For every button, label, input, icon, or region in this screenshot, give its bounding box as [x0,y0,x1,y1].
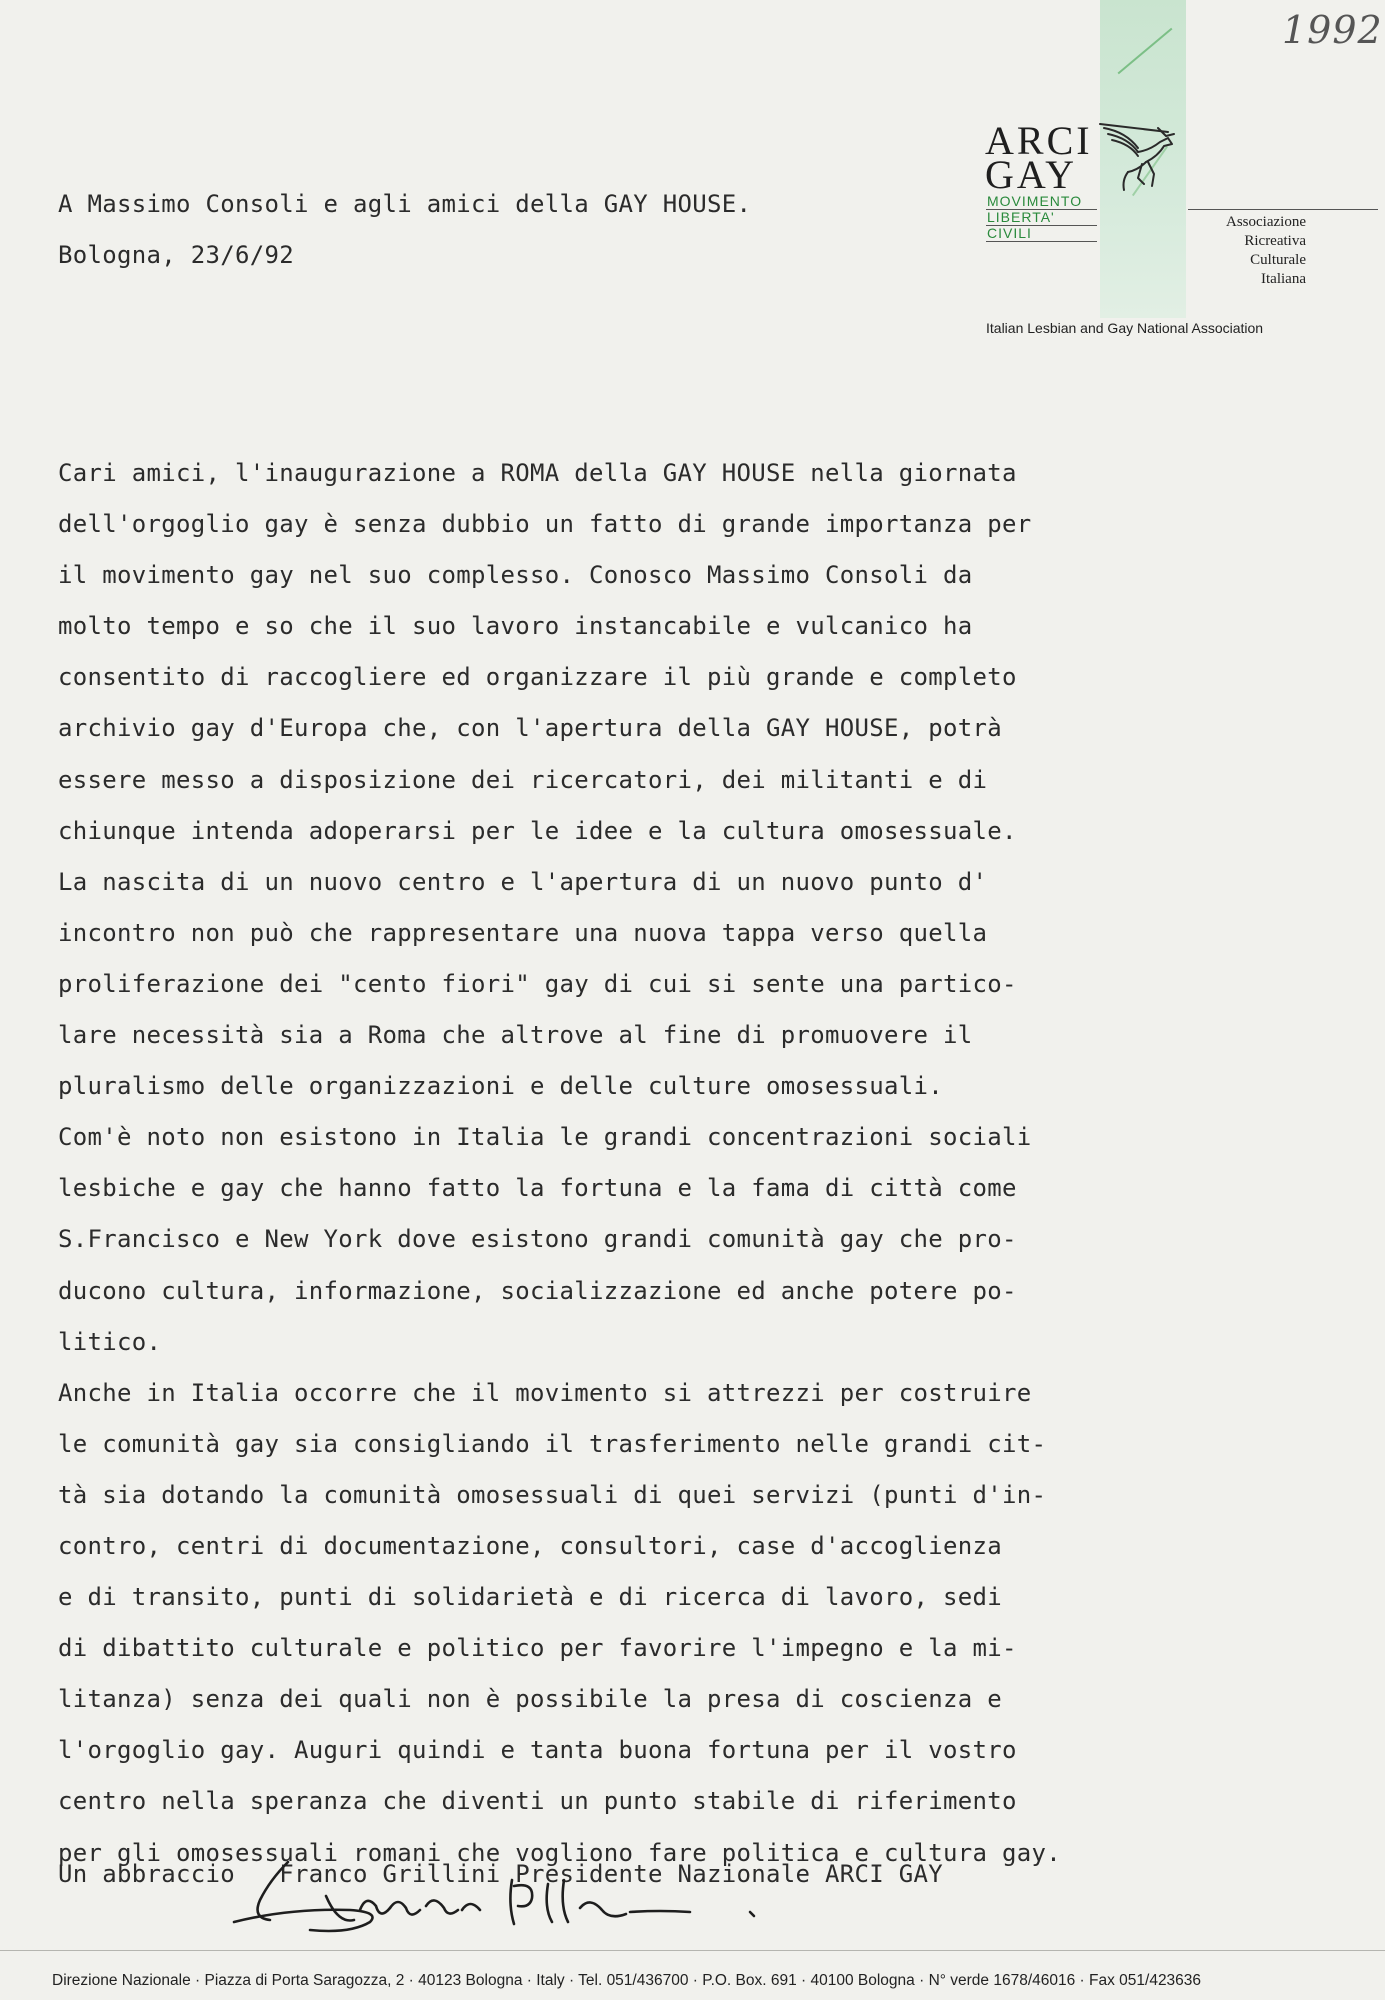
body-line: chiunque intenda adoperarsi per le idee e la cultura omosessuale. [58,816,1017,845]
footer-address: Direzione Nazionale · Piazza di Porta Saragozza, 2 · 40123 Bologna · Italy · Tel. 051/436700 · P.O. Box. 691 · 40100 Bologna · N° verde 1678/46016 · Fax 051/423636 [52,1972,1202,1989]
international-name: Italian Lesbian and Gay National Association [986,320,1264,336]
body-line: litico. [58,1327,162,1356]
body-line: molto tempo e so che il suo lavoro instancabile e vulcanico ha [58,612,973,641]
body-line: S.Francisco e New York dove esistono grandi comunità gay che pro- [58,1225,1017,1254]
body-line: tà sia dotando la comunità omosessuali di quei servizi (punti d'in- [58,1480,1047,1509]
body-line: dell'orgoglio gay è senza dubbio un fatto di grande importanza per [58,510,1032,539]
body-line: La nascita di un nuovo centro e l'apertura di un nuovo punto d' [58,867,988,896]
body-line: proliferazione dei "cento fiori" gay di cui si sente una partico- [58,969,1017,998]
handwritten-year: 1992 [1282,8,1383,52]
body-line: e di transito, punti di solidarietà e di ricerca di lavoro, sedi [58,1583,1002,1612]
body-line: pluralismo delle organizzazioni e delle culture omosessuali. [58,1072,943,1101]
movement-lines [986,194,1097,242]
association-line-2: Ricreativa [1244,233,1306,249]
body-line: litanza) senza dei quali non è possibile la presa di coscienza e [58,1685,1002,1714]
body-line: archivio gay d'Europa che, con l'apertura della GAY HOUSE, potrà [58,714,1002,743]
footer-rule [0,1950,1385,1951]
association-line-3: Culturale [1250,252,1306,268]
body-line: ducono cultura, informazione, socializzazione ed anche potere po- [58,1276,1017,1305]
association-rule [1188,209,1378,210]
handwritten-signature [230,1850,790,1940]
logo-arci: ARCI [985,118,1093,163]
body-line: le comunità gay sia consigliando il trasferimento nelle grandi cit- [58,1429,1047,1458]
addressee-line: A Massimo Consoli e agli amici della GAY HOUSE. [58,190,752,218]
body-line: lesbiche e gay che hanno fatto la fortuna e la fama di città come [58,1174,1017,1203]
closing-line: Un abbraccio Franco Grillini Presidente Nazionale ARCI GAY [58,1860,943,1888]
body-line: lare necessità sia a Roma che altrove al fine di promuovere il [58,1021,973,1050]
body-line: per gli omosessuali romani che vogliono fare politica e cultura gay. [58,1838,1061,1867]
body-line: consentito di raccogliere ed organizzare il più grande e completo [58,663,1017,692]
body-line: centro nella speranza che diventi un punto stabile di riferimento [58,1787,1017,1816]
movement-line-2: LIBERTA' [986,210,1097,226]
logo-gay: GAY [985,152,1077,197]
movement-line-3: CIVILI [986,226,1097,242]
body-line: l'orgoglio gay. Auguri quindi e tanta buona fortuna per il vostro [58,1736,1017,1765]
body-line: di dibattito culturale e politico per favorire l'impegno e la mi- [58,1634,1017,1663]
place-date-line: Bologna, 23/6/92 [58,241,294,269]
body-line: contro, centri di documentazione, consultori, case d'accoglienza [58,1531,1002,1560]
body-line: incontro non può che rappresentare una nuova tappa verso quella [58,918,988,947]
body-line: il movimento gay nel suo complesso. Conosco Massimo Consoli da [58,561,973,590]
association-line-1: Associazione [1226,214,1306,230]
association-line-4: Italiana [1261,271,1306,287]
association-block [1188,213,1306,289]
body-line: essere messo a disposizione dei ricercatori, dei militanti e di [58,765,988,794]
pegasus-icon [1098,122,1178,194]
body-line: Com'è noto non esistono in Italia le grandi concentrazioni sociali [58,1123,1032,1152]
body-line: Cari amici, l'inaugurazione a ROMA della GAY HOUSE nella giornata [58,459,1017,487]
body-line: Anche in Italia occorre che il movimento si attrezzi per costruire [58,1378,1032,1407]
letter-body [58,448,1318,1879]
movement-line-1: MOVIMENTO [986,194,1097,210]
